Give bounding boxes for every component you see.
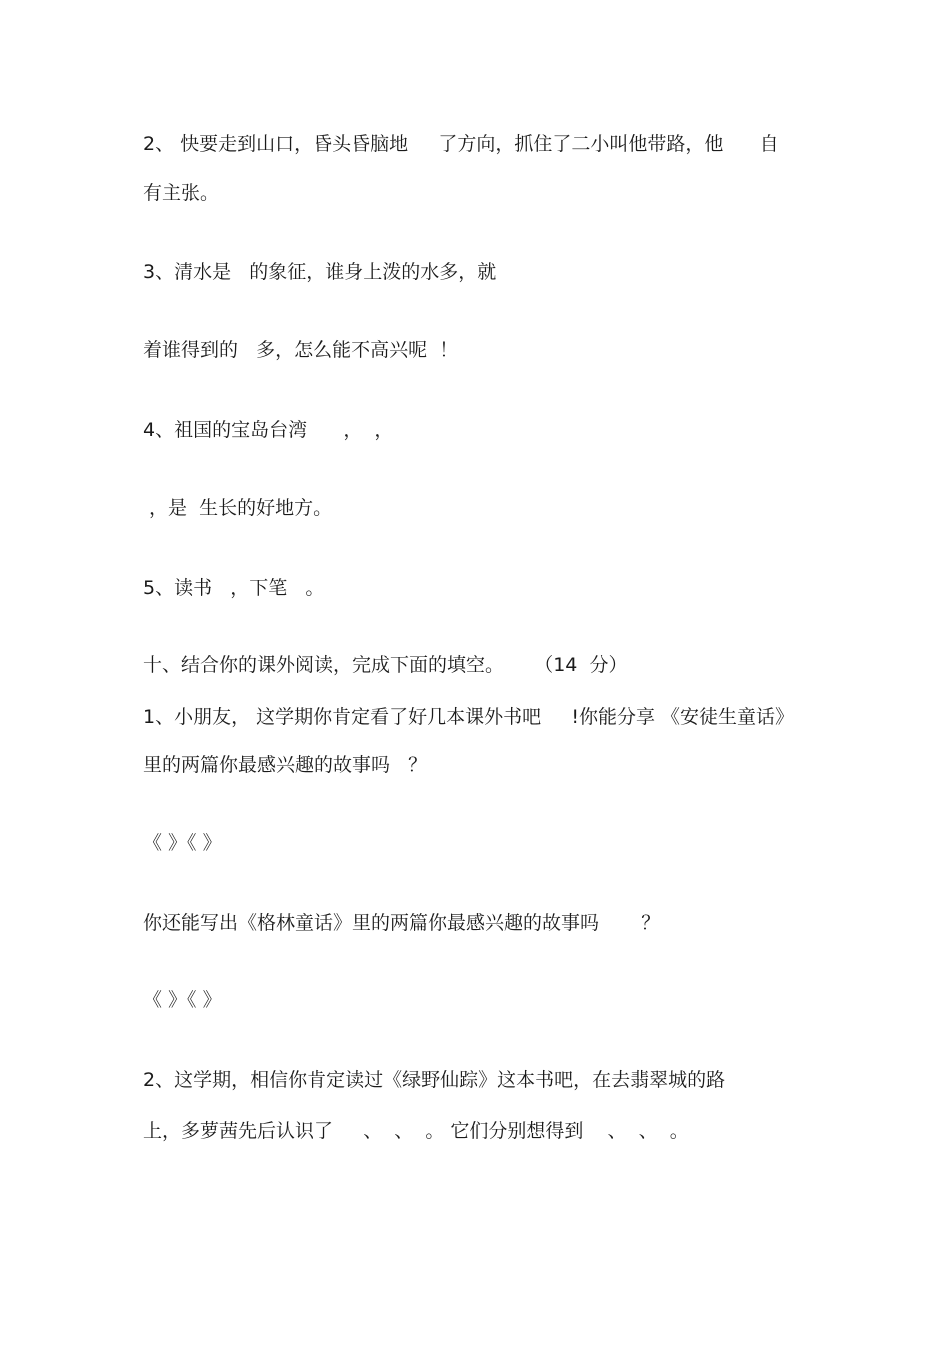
section-10-q1-line-3: 你还能写出《格林童话》里的两篇你最感兴趣的故事吗 ？: [143, 912, 661, 934]
section-10-q1-line-1: 1、小朋友， 这学期你肯定看了好几本课外书吧 !你能分享 《安徒生童话》: [143, 706, 794, 728]
question-5-line: 5、读书 ，下笔 。: [143, 577, 325, 599]
question-3-line-2: 着谁得到的 多，怎么能不高兴呢 ！: [143, 339, 459, 361]
section-10-heading: 十、结合你的课外阅读，完成下面的填空。 （14 分）: [143, 654, 628, 676]
answer-brackets-grimm: 《 》《 》: [143, 989, 222, 1011]
question-4-line-2: ，是 生长的好地方。: [143, 497, 333, 519]
question-2-line-1: 2、 快要走到山口，昏头昏脑地 了方向，抓住了二小叫他带路，他 自: [143, 133, 779, 155]
question-2-line-2: 有主张。: [143, 182, 220, 204]
answer-brackets-andersen: 《 》《 》: [143, 832, 222, 854]
question-3-line-1: 3、清水是 的象征，谁身上泼的水多，就: [143, 261, 497, 283]
section-10-q2-line-2: 上，多萝茜先后认识了 、 、 。 它们分别想得到 、 、 。: [143, 1120, 689, 1142]
section-10-q1-line-2: 里的两篇你最感兴趣的故事吗 ？: [143, 754, 428, 776]
section-10-q2-line-1: 2、这学期，相信你肯定读过《绿野仙踪》这本书吧，在去翡翠城的路: [143, 1069, 726, 1091]
question-4-line-1: 4、祖国的宝岛台湾 ， ，: [143, 419, 394, 441]
